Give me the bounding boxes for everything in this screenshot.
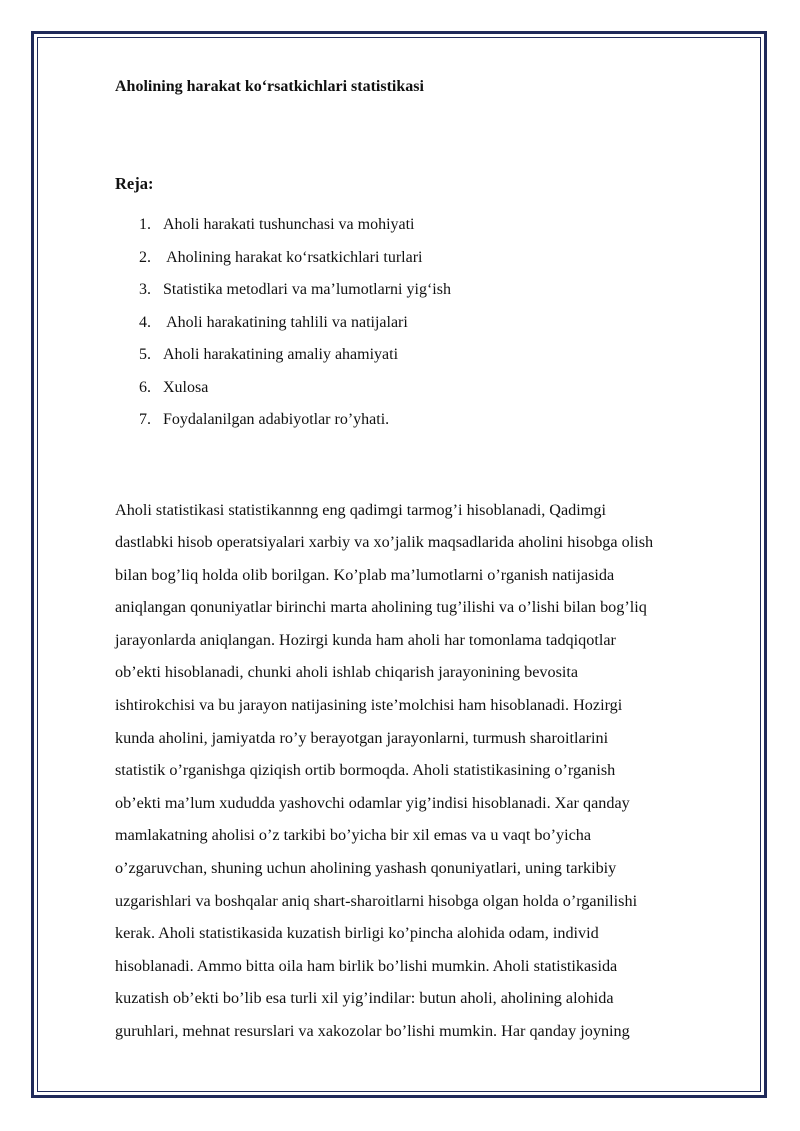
body-line: statistik o’rganishga qiziqish ortib bormoqda. Aholi statistikasining o’rganish [115,761,616,780]
plan-item [115,372,745,405]
body-line: hisoblanadi. Ammo bitta oila ham birlik bo’lishi mumkin. Aholi statistikasida [115,956,618,975]
body-line: ob’ekti ma’lum xududda yashovchi odamlar yig’indisi hisoblanadi. Xar qanday [115,793,630,812]
plan-item-label: Aholi harakati tushunchasi va mohiyati [163,216,415,233]
plan-item-label: Aholi harakatining tahlili va natijalari [163,313,408,331]
plan-item-number: 5. [139,346,151,363]
body-line: dastlabki hisob operatsiyalari xarbiy va xo’jalik maqsadlarida aholini hisobga olish [115,533,654,552]
body-line: ob’ekti hisoblanadi, chunki aholi ishlab chiqarish jarayonining bevosita [115,663,579,682]
plan-item-label: Aholi harakatining amaliy ahamiyati [163,346,399,363]
body-line: kerak. Aholi statistikasida kuzatish birligi ko’pincha alohida odam, individ [115,924,599,943]
body-line: ishtirokchisi va bu jarayon natijasining iste’molchisi ham hisoblanadi. Hozirgi [115,696,623,715]
body-paragraph [115,494,745,1048]
plan-heading: Reja: [115,174,154,193]
plan-item-label: Xulosa [163,378,209,396]
plan-item [115,307,745,340]
body-line: aniqlangan qonuniyatlar birinchi marta aholining tug’ilishi va o’lishi bilan bog’liq [115,598,647,617]
plan-item-number: 1. [139,216,151,233]
plan-item-number: 3. [139,281,151,298]
body-line: kuzatish ob’ekti bo’lib esa turli xil yig’indilar: butun aholi, aholining alohida [115,989,614,1008]
body-line: mamlakatning aholisi o’z tarkibi bo’yicha bir xil emas va u vaqt bo’yicha [115,826,592,845]
body-line: uzgarishlari va boshqalar aniq shart-sharoitlarni hisobga olgan holda o’rganilishi [115,891,638,910]
plan-item-number: 4. [139,313,151,331]
plan-item-label: Foydalanilgan adabiyotlar ro’yhati. [163,411,390,428]
plan-item-number: 7. [139,411,151,428]
plan-item-label: Statistika metodlari va ma’lumotlarni yig‘ish [163,281,451,298]
body-line: guruhlari, mehnat resurslari va xakozolar bo’lishi mumkin. Har qanday joyning [115,1022,630,1040]
body-line: Aholi statistikasi statistikannng eng qadimgi tarmog’i hisoblanadi, Qadimgi [115,500,606,519]
document-title: Aholining harakat ko‘rsatkichlari statistikasi [115,78,424,95]
plan-item-number: 6. [139,378,151,396]
body-line: jarayonlarda aniqlangan. Hozirgi kunda ham aholi har tomonlama tadqiqotlar [115,630,616,649]
body-line: o’zgaruvchan, shuning uchun aholining yashash qonuniyatlari, uning tarkibiy [115,859,617,878]
plan-item-label: Aholining harakat ko‘rsatkichlari turlari [163,248,423,266]
body-line: bilan bog’liq holda olib borilgan. Ko’plab ma’lumotlarni o’rganish natijasida [115,565,615,584]
plan-item [115,242,745,275]
plan-item [115,274,745,307]
plan-item [115,404,745,437]
body-line: kunda aholini, jamiyatda ro’y berayotgan jarayonlarni, turmush sharoitlarini [115,728,609,747]
plan-item-number: 2. [139,248,151,266]
plan-list [115,209,745,437]
plan-item [115,339,745,372]
document-content [115,76,745,1048]
plan-item [115,209,745,242]
